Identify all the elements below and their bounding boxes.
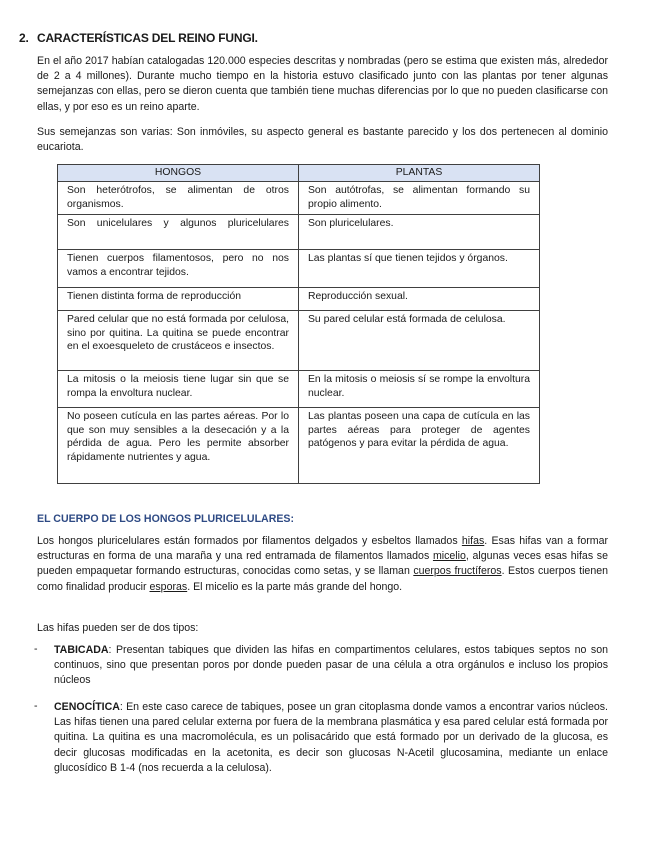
term-esporas: esporas [149, 580, 188, 593]
subheading-cuerpo-hongos: EL CUERPO DE LOS HONGOS PLURICELULARES: [37, 513, 295, 525]
table-row [58, 371, 540, 408]
table-row [58, 408, 540, 484]
table-cell-hongos: No poseen cutícula en las partes aéreas. Por lo que son muy sensibles a la desecación y a la pérdida de agua. Pero les permite absorber rápidamente nutrientes y agua. [58, 408, 299, 484]
list-bullet: - [34, 700, 38, 712]
comparison-table [57, 164, 540, 484]
term-hifas: hifas [461, 535, 485, 547]
body-paragraph-tipos: Las hifas pueden ser de dos tipos: [37, 622, 199, 634]
table-row [58, 250, 540, 288]
table-cell-plantas: Las plantas poseen una capa de cutícula en las partes aéreas para proteger de agentes patógenos y para evitar la pérdida de agua. [299, 408, 540, 484]
section-number: 2. [19, 31, 29, 45]
table-cell-hongos: Pared celular que no está formada por celulosa, sino por quitina. La quitina se puede encontrar en el exoesqueleto de crustáceos e insectos. [58, 311, 299, 371]
table-cell-plantas: Su pared celular está formada de celulosa. [299, 311, 540, 371]
table-row [58, 311, 540, 371]
term-tabicada: TABICADA [54, 644, 109, 656]
table-cell-plantas: Son pluricelulares. [299, 215, 540, 250]
term-cenocitica: CENOCÍTICA [54, 701, 120, 713]
body-paragraph-hifas: Los hongos pluricelulares están formados por filamentos delgados y esbeltos llamados hifas. Esas hifas van a formar estructuras en forma de una maraña y una red entramada de filamentos llamados micelio, algunas veces esas hifas se pueden empaquetar formando estructuras, conocidas como setas, y se llaman cuerpos fructíferos. Estos cuerpos tienen como finalidad producir esporas. El micelio es la parte más grande del hongo. [37, 535, 608, 593]
table-header-plantas: PLANTAS [299, 165, 540, 182]
section-title: CARACTERÍSTICAS DEL REINO FUNGI. [37, 31, 258, 45]
table-cell-plantas: Las plantas sí que tienen tejidos y órganos. [299, 250, 540, 288]
table-cell-hongos: La mitosis o la meiosis tiene lugar sin que se rompa la envoltura nuclear. [58, 371, 299, 408]
intro-paragraph-2: Sus semejanzas son varias: Son inmóviles, su aspecto general es bastante parecido y los dos pertenecen al dominio eucariota. [37, 126, 608, 154]
table-header-hongos: HONGOS [58, 165, 299, 182]
term-micelio: micelio [432, 550, 466, 563]
list-item-cenocitica: CENOCÍTICA: En este caso carece de tabiques, posee un gran citoplasma donde vamos a encontrar varios núcleos. Las hifas tienen una pared celular externa por fuera de la membrana plasmática y esa pared celular está formada por quitina. La quitina es una macromolécula, es un polisacárido que está formado por un derivado de la glucosa, es decir glucosas modificadas en la acetonita, es decir son glucosas N-Acetil glucosamina, mediante un enlace glucosídico B 1-4 (nos recuerda a la celulosa). [54, 701, 608, 774]
table-row [58, 288, 540, 311]
section-heading [19, 31, 258, 45]
table-row [58, 182, 540, 215]
table-cell-plantas: En la mitosis o meiosis sí se rompe la envoltura nuclear. [299, 371, 540, 408]
list-bullet: - [34, 643, 38, 655]
table-cell-hongos: Tienen cuerpos filamentosos, pero no nos vamos a encontrar tejidos. [58, 250, 299, 288]
table-cell-hongos: Son unicelulares y algunos pluricelulares [58, 215, 299, 250]
term-cuerpos-fructiferos: cuerpos fructíferos [413, 565, 502, 578]
table-cell-plantas: Reproducción sexual. [299, 288, 540, 311]
table-row [58, 215, 540, 250]
table-cell-plantas: Son autótrofas, se alimentan formando su propio alimento. [299, 182, 540, 215]
table-cell-hongos: Son heterótrofos, se alimentan de otros organismos. [58, 182, 299, 215]
list-item-tabicada: TABICADA: Presentan tabiques que dividen las hifas en compartimentos celulares, estos tabiques septos no son continuos, sino que presentan poros por donde pueden pasar de una célula a otra orgánulos e incluso los propios núcleos [54, 644, 608, 687]
intro-paragraph-1: En el año 2017 habían catalogadas 120.000 especies descritas y nombradas (pero se estima que existen más, alrededor de 2 a 4 millones). Durante mucho tiempo en la historia estuvo clasificado junto con las plantas por tener algunas semejanzas con ellas, pero se dieron cuenta que también tiene muchas diferencias por lo que no pueden clasificarse con ellas, y por eso es un reino aparte. [37, 55, 608, 113]
table-cell-hongos: Tienen distinta forma de reproducción [58, 288, 299, 311]
table-header-row [58, 165, 540, 182]
